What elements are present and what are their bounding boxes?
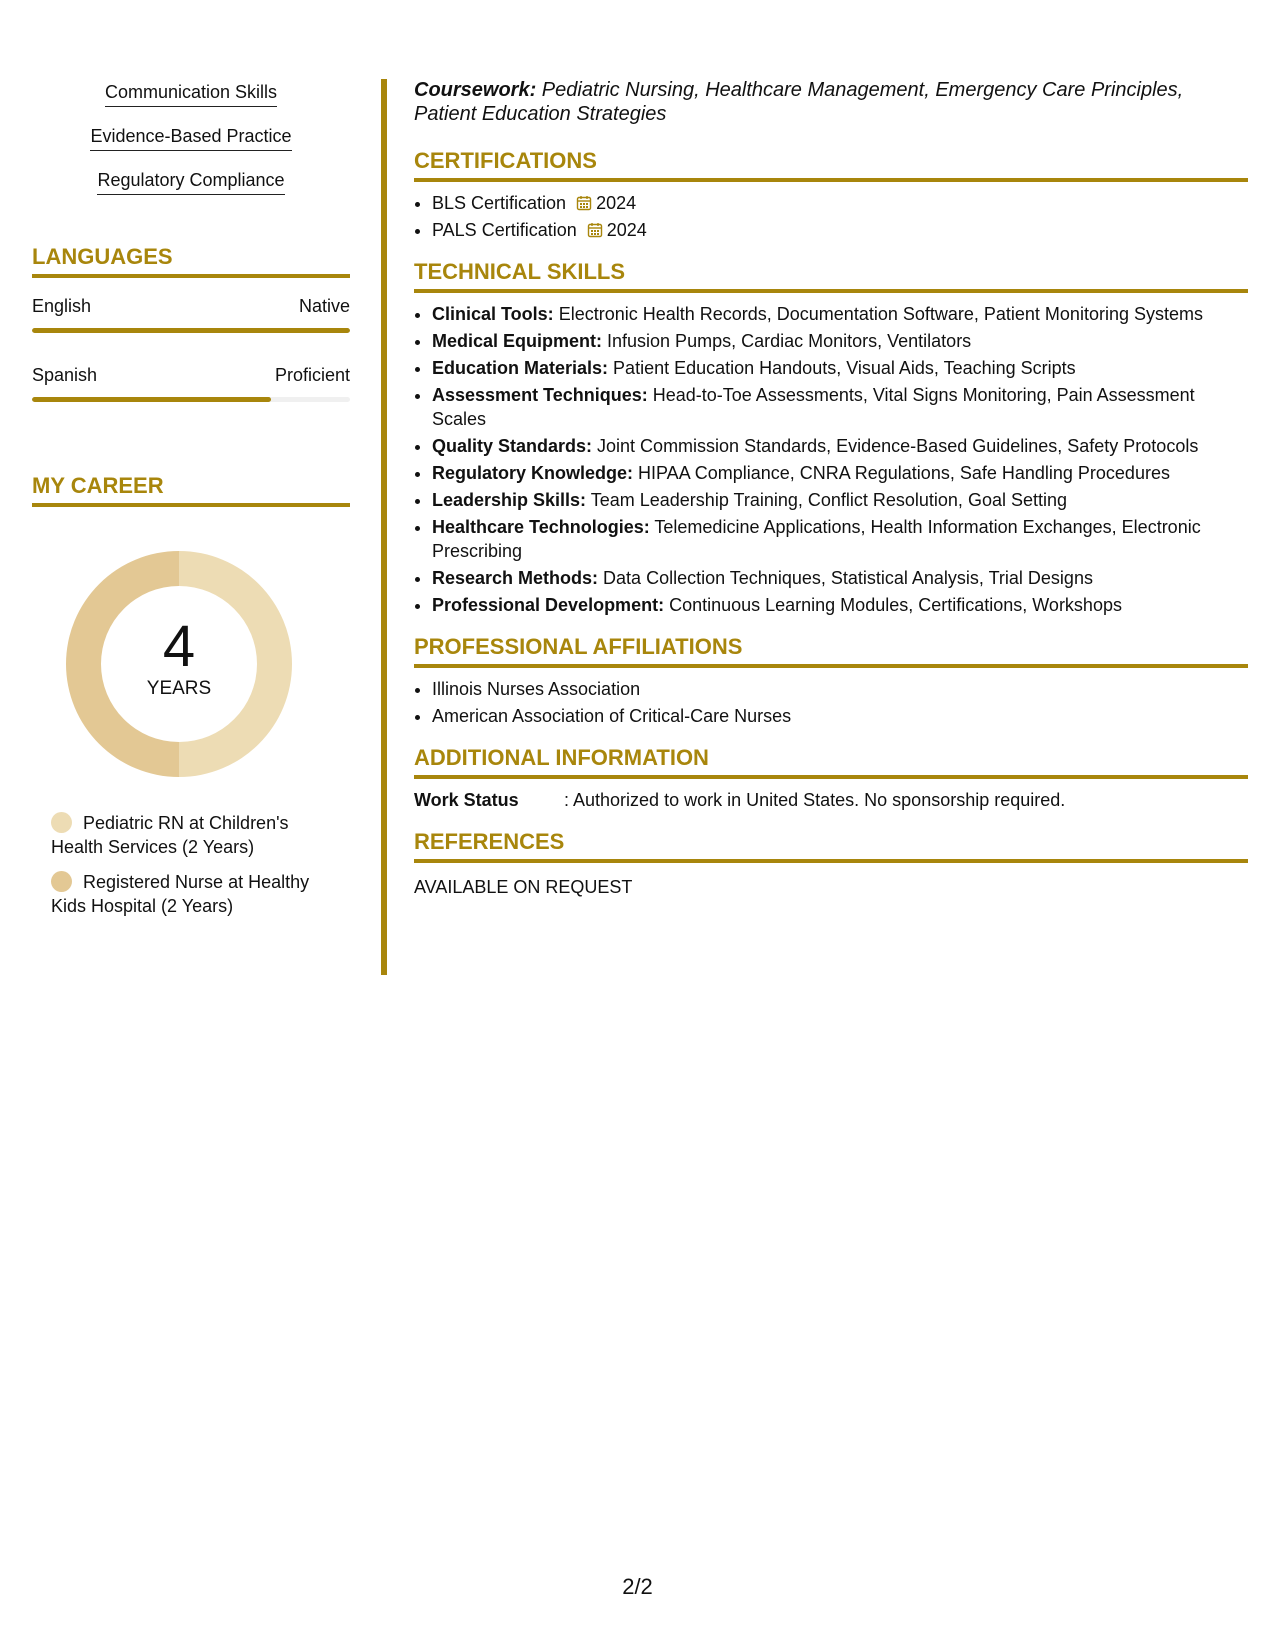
language-name: English — [32, 296, 92, 316]
right-column — [414, 78, 1248, 899]
skill-details: Team Leadership Training, Conflict Resolution, Goal Setting — [586, 490, 1067, 510]
technical-skill-item — [432, 302, 1248, 326]
career-years-unit: YEARS — [146, 678, 212, 699]
technical-skill-item — [432, 383, 1248, 431]
skill-category: Quality Standards: — [432, 436, 593, 456]
coursework-label: Coursework: — [414, 79, 537, 101]
skill-tag: Communication Skills — [105, 80, 277, 107]
work-status-label: Work Status — [414, 790, 519, 810]
skill-category: Medical Equipment: — [432, 331, 603, 351]
technical-skill-item — [432, 515, 1248, 563]
skill-details: HIPAA Compliance, CNRA Regulations, Safe Handling Procedures — [633, 463, 1170, 483]
language-level: Native — [298, 296, 350, 316]
technical-skill-item — [432, 329, 1248, 353]
certification-year: 2024 — [596, 193, 637, 213]
affiliations-list — [414, 677, 1248, 728]
affiliation-item: • American Association of Critical-Care Nurses — [432, 704, 1248, 728]
skill-category: Assessment Techniques: — [432, 385, 648, 405]
language-bar — [32, 328, 350, 333]
skill-tags — [32, 80, 350, 212]
career-legend-item — [51, 870, 331, 918]
references-heading: REFERENCES — [414, 828, 1248, 863]
skill-details: Electronic Health Records, Documentation Software, Patient Monitoring Systems — [553, 304, 1203, 324]
language-name: Spanish — [32, 365, 98, 385]
language-item — [32, 363, 350, 402]
calendar-icon — [587, 222, 603, 238]
legend-dot — [51, 812, 72, 833]
skill-details: Continuous Learning Modules, Certifications, Workshops — [664, 595, 1122, 615]
career-legend-item — [51, 811, 331, 859]
skill-category: Regulatory Knowledge: — [432, 463, 634, 483]
left-column — [32, 80, 350, 918]
coursework — [414, 78, 1248, 126]
technical-skill-item — [432, 566, 1248, 590]
language-level: Proficient — [274, 365, 350, 385]
certification-item — [432, 191, 1248, 215]
skill-details: Telemedicine Applications, Health Information Exchanges, Electronic Prescribing — [432, 517, 1201, 561]
certification-name: BLS Certification — [432, 193, 567, 213]
affiliation-item: • Illinois Nurses Association — [432, 677, 1248, 701]
technical-skills-list — [414, 302, 1248, 617]
technical-skill-item — [432, 434, 1248, 458]
certifications-list — [414, 191, 1248, 242]
skill-details: Data Collection Techniques, Statistical Analysis, Trial Designs — [598, 568, 1093, 588]
technical-skill-item — [432, 461, 1248, 485]
coursework-text: Pediatric Nursing, Healthcare Management, Emergency Care Principles, Patient Education Strategies — [414, 79, 1184, 125]
technical-skill-item — [432, 593, 1248, 617]
skill-category: Healthcare Technologies: — [432, 517, 650, 537]
career-legend-label: Registered Nurse at Healthy Kids Hospital (2 Years) — [51, 872, 310, 916]
languages-heading: LANGUAGES — [32, 243, 350, 278]
certification-item — [432, 218, 1248, 242]
work-status-row — [414, 788, 1248, 812]
language-bar — [32, 397, 350, 402]
career-donut-chart — [66, 551, 292, 777]
skill-details: Joint Commission Standards, Evidence-Based Guidelines, Safety Protocols — [592, 436, 1199, 456]
skill-details: Infusion Pumps, Cardiac Monitors, Ventilators — [602, 331, 972, 351]
language-item — [32, 294, 350, 333]
skill-category: Leadership Skills: — [432, 490, 587, 510]
skill-category: Professional Development: — [432, 595, 665, 615]
skill-category: Education Materials: — [432, 358, 609, 378]
certifications-heading: CERTIFICATIONS — [414, 147, 1248, 182]
column-divider — [381, 79, 387, 975]
technical-skill-item — [432, 488, 1248, 512]
career-legend-label: Pediatric RN at Children's Health Services (2 Years) — [51, 813, 289, 857]
legend-dot — [51, 871, 72, 892]
technical-skill-item — [432, 356, 1248, 380]
additional-info-heading: ADDITIONAL INFORMATION — [414, 744, 1248, 779]
references-text: AVAILABLE ON REQUEST — [414, 877, 633, 897]
page-number: 2/2 — [622, 1574, 653, 1599]
certification-name: PALS Certification — [432, 220, 577, 240]
skill-details: Head-to-Toe Assessments, Vital Signs Monitoring, Pain Assessment Scales — [432, 385, 1195, 429]
skill-details: Patient Education Handouts, Visual Aids, Teaching Scripts — [608, 358, 1076, 378]
career-total-years: 4 — [162, 614, 196, 679]
skill-category: Research Methods: — [432, 568, 599, 588]
work-status-value: : Authorized to work in United States. No sponsorship required. — [564, 790, 1066, 810]
certification-year: 2024 — [606, 220, 647, 240]
calendar-icon — [576, 195, 592, 211]
affiliations-heading: PROFESSIONAL AFFILIATIONS — [414, 633, 1248, 668]
career-heading: MY CAREER — [32, 472, 350, 507]
technical-skills-heading: TECHNICAL SKILLS — [414, 258, 1248, 293]
language-bar-fill — [32, 328, 350, 333]
career-donut-center — [66, 551, 292, 777]
skill-tag: Regulatory Compliance — [97, 168, 284, 195]
skill-category: Clinical Tools: — [432, 304, 554, 324]
skill-tag: Evidence-Based Practice — [90, 124, 291, 151]
language-bar-fill — [32, 397, 271, 402]
